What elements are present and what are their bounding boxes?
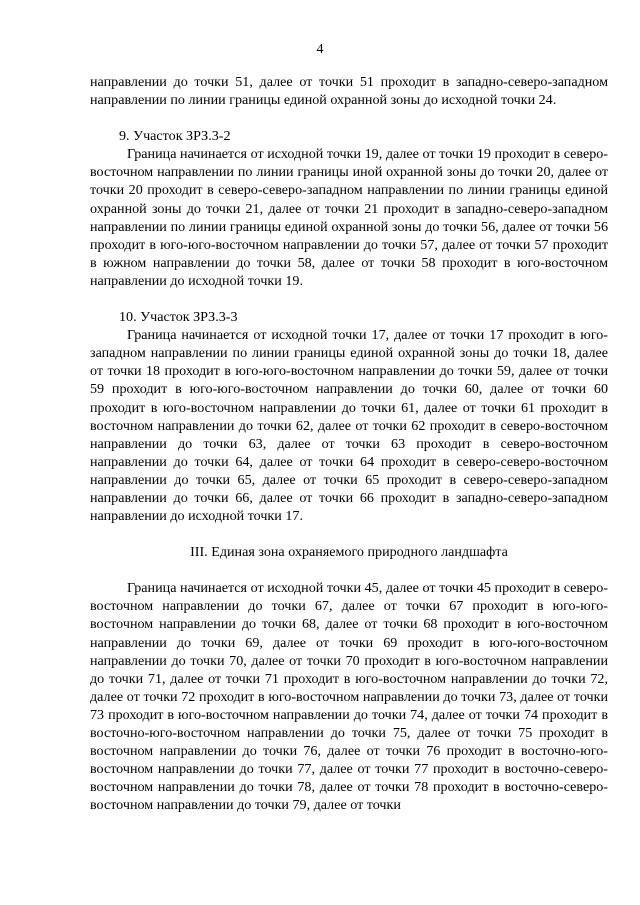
- paragraph-continuation: направлении до точки 51, далее от точки 51 проходит в западно-северо-западном направлении по линии границы единой охранной зоны до исходной точки 24.: [90, 74, 608, 109]
- page-number: 4: [316, 42, 324, 57]
- section-heading-10: 10. Участок ЗРЗ.3-3: [119, 309, 238, 326]
- section-heading-9: 9. Участок ЗРЗ.3-2: [119, 128, 231, 145]
- paragraph-section-10: Граница начинается от исходной точки 17, далее от точки 17 проходит в юго-западном направлении по линии границы единой охранной зоны до точки 18, далее от точки 18 проходит в юго-юго-восточном направлении до точки 59, далее от точки 59 проходит в юго-юго-восточном направлении до точки 60, далее от точки 60 проходит в юго-восточном направлении до точки 61, далее от точки 61 проходит в восточном направлении до точки 62, далее от точки 62 проходит в северо-восточном направлении до точки 63, далее от точки 63 проходит в северо-восточном направлении до точки 64, далее от точки 64 проходит в северо-северо-восточном направлении до точки 65, далее от точки 65 проходит в северо-северо-западном направлении до точки 66, далее от точки 66 проходит в западно-северо-западном направлении до исходной точки 17.: [90, 327, 608, 525]
- paragraph-section-9: Граница начинается от исходной точки 19, далее от точки 19 проходит в северо-восточном направлении по линии границы иной охранной зоны до точки 20, далее от точки 20 проходит в северо-северо-западном направлении по линии границы единой охранной зоны до точки 21, далее от точки 21 проходит в западно-северо-западном направлении по линии границы единой охранной зоны до точки 56, далее от точки 56 проходит в юго-юго-восточном направлении до точки 57, далее от точки 57 проходит в южном направлении до точки 58, далее от точки 58 проходит в юго-восточном направлении до исходной точки 19.: [90, 146, 608, 289]
- spacer: [90, 290, 608, 308]
- spacer: [90, 109, 608, 127]
- document-body: [90, 73, 608, 814]
- section-title-iii: III. Единая зона охраняемого природного ландшафта: [190, 544, 508, 561]
- paragraph-section-iii: Граница начинается от исходной точки 45, далее от точки 45 проходит в северо-восточном направлении до точки 67, далее от точки 67 проходит в юго-юго-восточном направлении до точки 68, далее от точки 68 проходит в юго-восточном направлении до точки 69, далее от точки 69 проходит в юго-юго-восточном направлении до точки 70, далее от точки 70 проходит в юго-восточном направлении до точки 71, далее от точки 71 проходит в юго-восточном направлении до точки 72, далее от точки 72 проходит в юго-восточном направлении до точки 73, далее от точки 73 проходит в юго-восточном направлении до точки 74, далее от точки 74 проходит в восточно-юго-восточном направлении до точки 75, далее от точки 75 проходит в восточном направлении до точки 76, далее от точки 76 проходит в восточно-юго-восточном направлении до точки 77, далее от точки 77 проходит в восточно-северо-восточном направлении до точки 78, далее от точки 78 проходит в восточно-северо-восточном направлении до точки 79, далее от точки: [90, 580, 608, 814]
- spacer: [90, 561, 608, 579]
- spacer: [90, 525, 608, 543]
